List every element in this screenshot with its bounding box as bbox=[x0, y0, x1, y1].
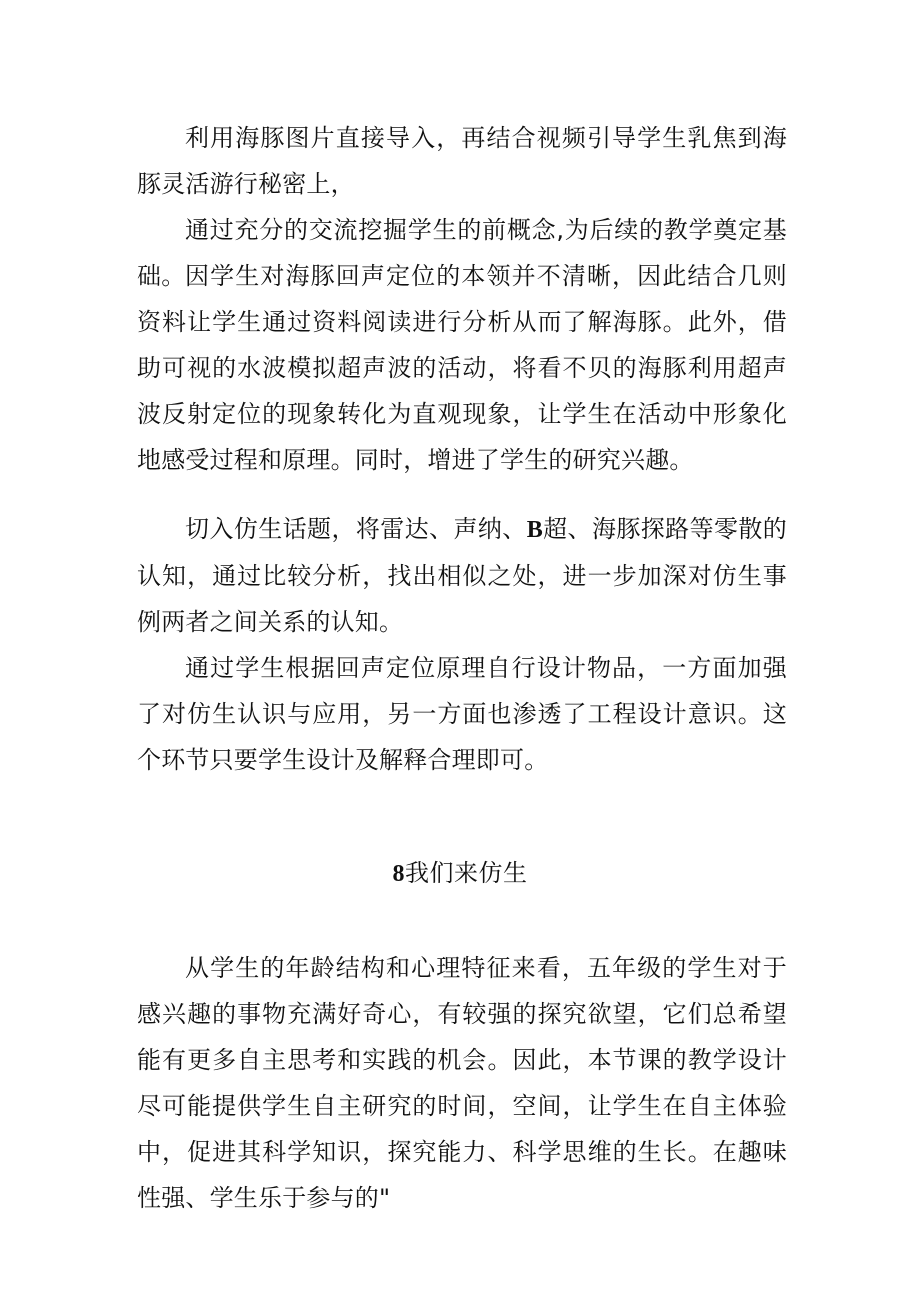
paragraph-student-analysis: 从学生的年龄结构和心理特征来看，五年级的学生对于感兴趣的事物充满好奇心，有较强的探究欲望，它们总希望能有更多自主思考和实践的机会。因此，本节课的教学设计尽可能提供学生自主研究的时间，空间，让学生在自主体验中，促进其科学知识，探究能力、科学思维的生长。在趣味性强、学生乐于参与的" bbox=[137, 954, 787, 1212]
paragraph-design-activity: 通过学生根据回声定位原理自行设计物品，一方面加强了对仿生认识与应用，另一方面也渗透了工程设计意识。这个环节只要学生设计及解释合理即可。 bbox=[137, 654, 787, 774]
paragraph-preconception: 通过充分的交流挖掘学生的前概念,为后续的教学奠定基础。 bbox=[137, 216, 787, 290]
paragraph-echolocation: 因学生对海豚回声定位的本领并不清晰，因此结合几则资料让学生通过资料阅读进行分析从而了解海豚。此外，借助可视的水波模拟超声波的活动，将看不贝的海豚利用超声波反射定位的现象转化为直观现象，让学生在活动中形象化地感受过程和原理。同时，增进了学生的研究兴趣。 bbox=[137, 262, 787, 474]
section-number: 8 bbox=[392, 861, 405, 887]
paragraph-bionics-text-after: 超、海豚探路等零散的认知，通过比较分析，找出相似之处，进一步加深对仿生事例两者之间关系的认知。 bbox=[137, 515, 787, 636]
paragraph-video-intro: 利用海豚图片直接导入，再结合视频引导学生乳焦到海豚灵活游行秘密上， bbox=[137, 124, 787, 198]
paragraph-bionics-bold-letter: B bbox=[526, 517, 543, 543]
paragraph-bionics-topic bbox=[137, 506, 787, 645]
section-title: 我们来仿生 bbox=[405, 859, 528, 887]
section-heading bbox=[0, 850, 920, 897]
paragraph-bionics-text-before: 切入仿生话题，将雷达、声纳、 bbox=[185, 515, 527, 543]
